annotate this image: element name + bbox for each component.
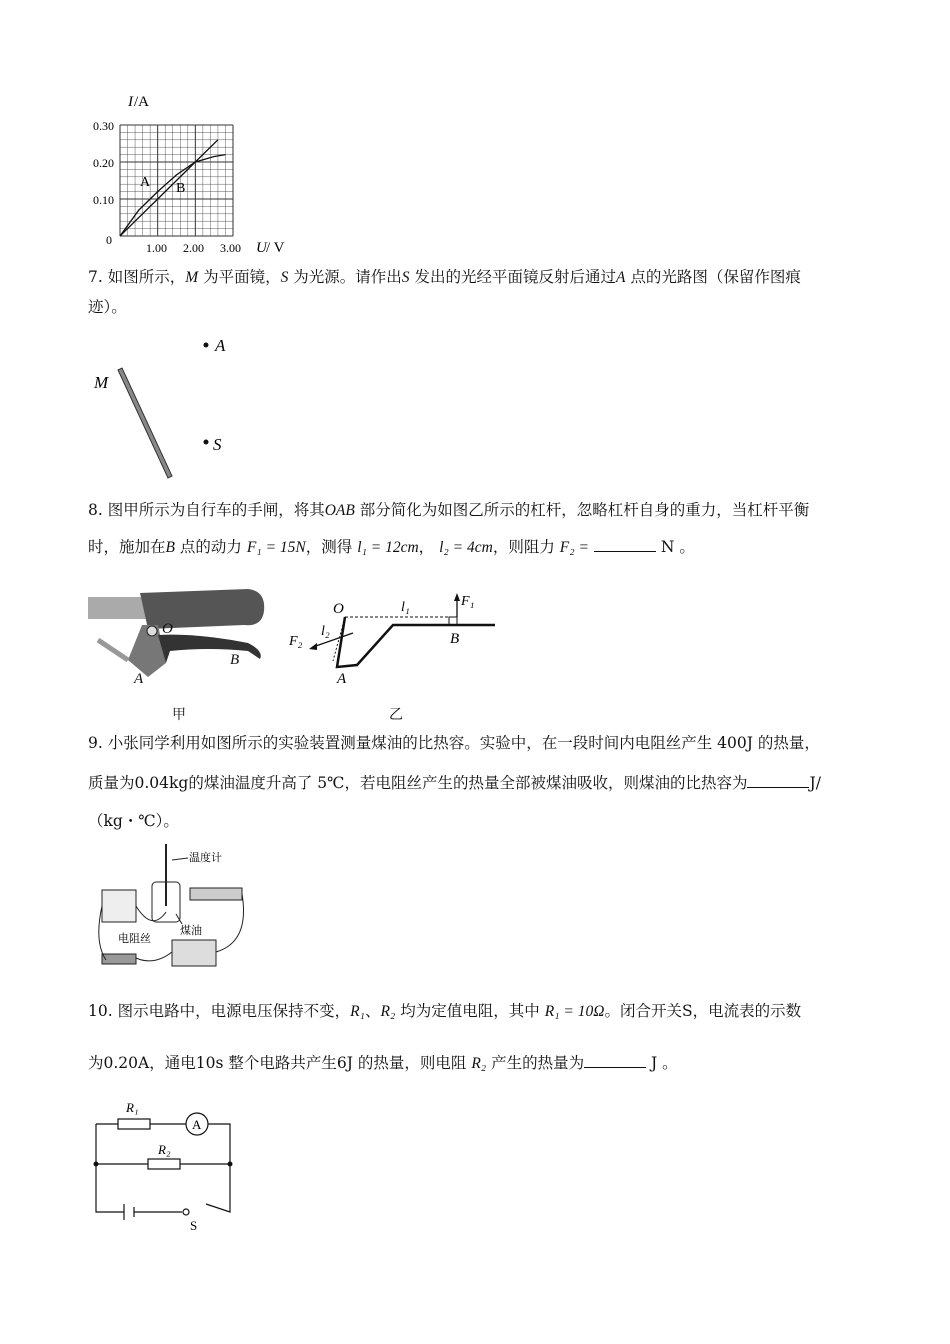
lever-a-label: A bbox=[337, 671, 347, 687]
q8-line2: 时，施加在B 点的动力 F₁ = 15N，测得 l₁ = 12cm， l₂ = 4cm，则阻力 F₂ = N 。 bbox=[88, 538, 695, 556]
q8-answer-blank bbox=[594, 537, 656, 552]
caption-jia: 甲 bbox=[172, 707, 186, 723]
mirror-label: M bbox=[94, 373, 109, 392]
y-tick-030: 0.30 bbox=[93, 119, 114, 133]
x-axis-label-u: U bbox=[256, 240, 267, 256]
circuit-r1-label: R₁ bbox=[126, 1100, 139, 1115]
q8-line1: 8. 图甲所示为自行车的手闸，将其OAB 部分简化为如图乙所示的杠杆，忽略杠杆自身的重力，当杠杆平衡 bbox=[88, 501, 810, 519]
q9-apparatus-figure bbox=[92, 842, 252, 982]
label-thermometer: 温度计 bbox=[189, 852, 222, 864]
switch-label: S bbox=[190, 1218, 198, 1231]
q10-answer-blank bbox=[584, 1053, 646, 1068]
x-axis-label-unit: / V bbox=[266, 240, 285, 256]
y-axis-label-i: I bbox=[128, 94, 133, 110]
iu-graph bbox=[80, 88, 305, 258]
lever-b-label: B bbox=[450, 631, 460, 647]
x-tick-300: 3.00 bbox=[220, 241, 241, 255]
point-a-label: A bbox=[215, 336, 226, 355]
photo-b-label: B bbox=[230, 652, 240, 668]
q9-line1: 9. 小张同学利用如图所示的实验装置测量煤油的比热容。实验中，在一段时间内电阻丝产生 400J 的热量， bbox=[88, 734, 820, 752]
q8-brake-photo bbox=[88, 585, 278, 690]
label-kerosene: 煤油 bbox=[180, 925, 202, 937]
photo-o-label: O bbox=[162, 621, 173, 637]
x-tick-200: 2.00 bbox=[183, 241, 204, 255]
lever-o-label: O bbox=[333, 601, 344, 617]
q9-line2: 质量为0.04kg的煤油温度升高了 5℃，若电阻丝产生的热量全部被煤油吸收，则煤油的比热容为 J/ bbox=[88, 774, 821, 792]
lever bbox=[337, 617, 495, 667]
q10-line1: 10. 图示电路中，电源电压保持不变，R₁、R₂ 均为定值电阻，其中 R₁ = 10Ω。闭合开关S，电流表的示数 bbox=[88, 1002, 802, 1020]
x-tick-100: 1.00 bbox=[146, 241, 167, 255]
caption-yi: 乙 bbox=[389, 707, 403, 723]
y-tick-020: 0.20 bbox=[93, 156, 114, 170]
q7-mirror-figure bbox=[88, 330, 248, 490]
point-s-label: S bbox=[213, 435, 222, 454]
lever-l1-label: l₁ bbox=[401, 600, 410, 615]
photo-a-label: A bbox=[134, 671, 144, 687]
curve-b bbox=[120, 140, 218, 236]
q10-line2: 为0.20A，通电10s 整个电路共产生6J 的热量，则电阻 R₂ 产生的热量为 J 。 bbox=[88, 1054, 678, 1072]
q7-line1: 7. 如图所示，M 为平面镜，S 为光源。请作出S 发出的光经平面镜反射后通过A 点的光路图（保留作图痕 bbox=[88, 268, 801, 286]
y-tick-010: 0.10 bbox=[93, 193, 114, 207]
q7-line2: 迹）。 bbox=[88, 298, 127, 316]
q9-answer-blank bbox=[747, 773, 809, 788]
label-resistance-wire: 电阻丝 bbox=[118, 933, 151, 945]
mirror bbox=[118, 368, 172, 478]
q8-lever-diagram bbox=[285, 585, 505, 690]
point-s bbox=[204, 440, 209, 445]
q10-circuit-figure bbox=[88, 1096, 248, 1231]
ammeter-label: A bbox=[192, 1117, 202, 1132]
lever-f2-label: F₂ bbox=[289, 634, 303, 649]
curve-a-label: A bbox=[140, 175, 151, 190]
lever-l2-label: l₂ bbox=[321, 624, 330, 639]
curve-b-label: B bbox=[176, 181, 186, 196]
y-axis-label-unit: /A bbox=[134, 94, 149, 110]
point-a bbox=[204, 343, 209, 348]
circuit-r2-label: R₂ bbox=[158, 1142, 171, 1157]
lever-f1-label: F₁ bbox=[461, 594, 475, 609]
q9-line3: （kg・℃）。 bbox=[88, 812, 179, 830]
y-tick-0: 0 bbox=[106, 233, 112, 247]
